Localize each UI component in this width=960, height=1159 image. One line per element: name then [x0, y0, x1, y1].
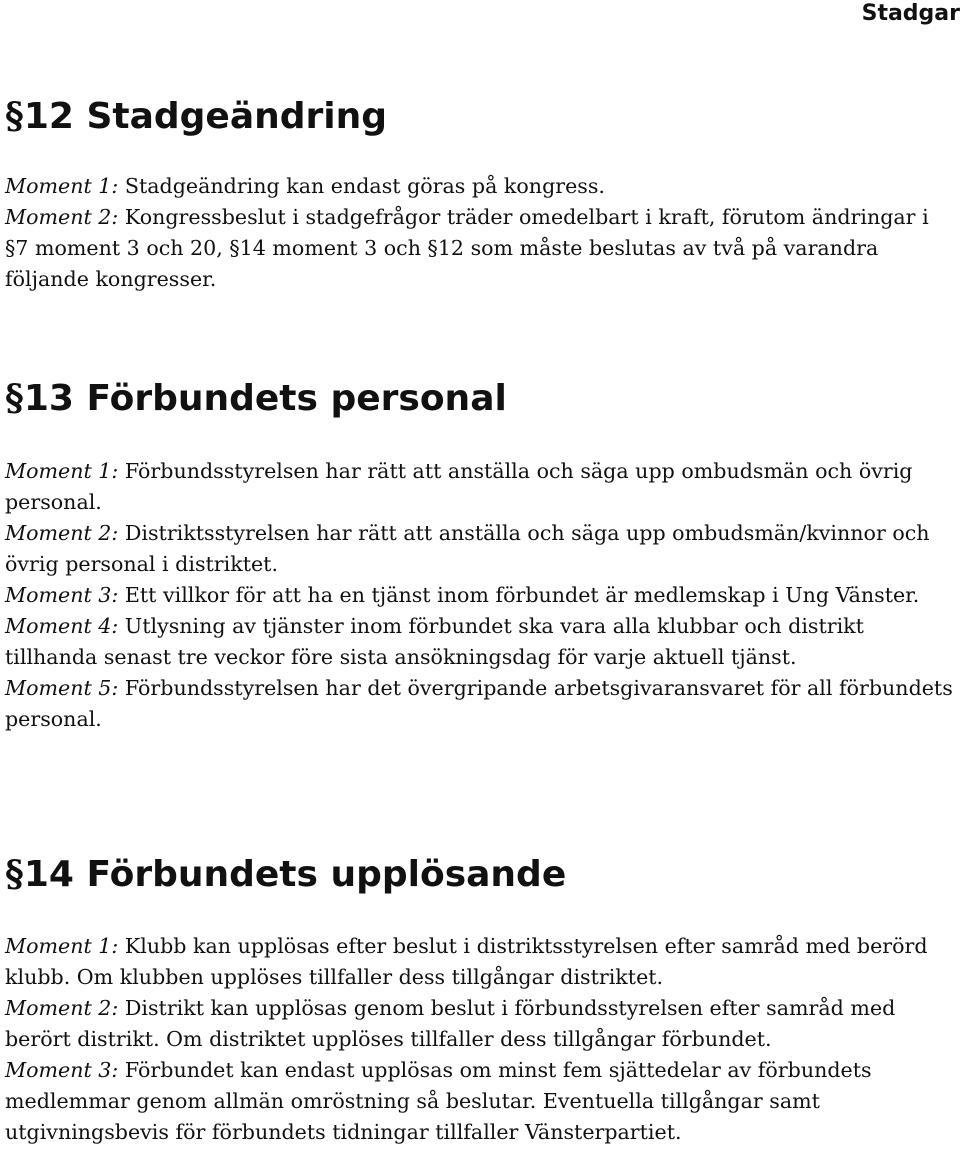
moment-paragraph — [5, 993, 955, 1055]
section-heading — [5, 852, 955, 897]
moment-paragraph — [5, 931, 955, 993]
moment-label: Moment 3: — [5, 583, 119, 607]
moment-text: Stadgeändring kan endast göras på kongress. — [118, 174, 605, 198]
moment-paragraph — [5, 673, 955, 735]
moment-label: Moment 1: — [5, 459, 119, 483]
moment-text: Distrikt kan upplösas genom beslut i förbundsstyrelsen efter samråd med berört distrikt. Om distriktet upplöses tillfaller dess tillgångar förbundet. — [5, 996, 896, 1051]
moment-text: Distriktsstyrelsen har rätt att anställa och säga upp ombudsmän/kvinnor och övrig personal i distriktet. — [5, 521, 930, 576]
moment-text: Förbundet kan endast upplösas om minst fem sjättedelar av förbundets medlemmar genom allmän omröstning så beslutar. Eventuella tillgångar samt utgivningsbevis för förbundets tidningar tillfaller Vänsterpartiet. — [5, 1058, 872, 1144]
moment-label: Moment 1: — [5, 934, 119, 958]
section-12-stadgeandring — [5, 94, 955, 295]
paragraph-sign: § — [5, 853, 24, 895]
section-heading-text: 14 Förbundets upplösande — [23, 854, 567, 895]
section-14-forbundets-upplosande — [5, 852, 955, 1148]
moment-text: Klubb kan upplösas efter beslut i distriktsstyrelsen efter samråd med berörd klubb. Om klubben upplöses tillfaller dess tillgångar distriktet. — [5, 934, 928, 989]
section-heading — [5, 94, 955, 139]
section-heading — [5, 376, 955, 421]
section-heading-text: 12 Stadgeändring — [23, 96, 388, 137]
moment-paragraph — [5, 611, 955, 673]
moment-label: Moment 1: — [5, 174, 119, 198]
moment-list — [5, 171, 955, 295]
moment-paragraph — [5, 171, 955, 202]
section-heading-text: 13 Förbundets personal — [23, 378, 507, 419]
section-13-forbundets-personal — [5, 376, 955, 735]
moment-text: Förbundsstyrelsen har det övergripande arbetsgivaransvaret för all förbundets personal. — [5, 676, 953, 731]
paragraph-sign: § — [5, 377, 24, 419]
moment-label: Moment 5: — [5, 676, 119, 700]
running-header: Stadgar — [861, 1, 960, 26]
moment-text: Ett villkor för att ha en tjänst inom förbundet är medlemskap i Ung Vänster. — [118, 583, 920, 607]
moment-paragraph — [5, 580, 955, 611]
moment-list — [5, 931, 955, 1148]
moment-paragraph — [5, 1055, 955, 1148]
moment-text: Förbundsstyrelsen har rätt att anställa och säga upp ombudsmän och övrig personal. — [5, 459, 913, 514]
moment-label: Moment 4: — [5, 614, 119, 638]
moment-paragraph — [5, 456, 955, 518]
moment-list — [5, 456, 955, 735]
moment-paragraph — [5, 202, 955, 295]
moment-text: Kongressbeslut i stadgefrågor träder omedelbart i kraft, förutom ändringar i §7 moment 3 och 20, §14 moment 3 och §12 som måste beslutas av två på varandra följande kongresser. — [5, 205, 929, 291]
moment-label: Moment 2: — [5, 996, 119, 1020]
moment-label: Moment 2: — [5, 521, 119, 545]
moment-text: Utlysning av tjänster inom förbundet ska vara alla klubbar och distrikt tillhanda senast tre veckor före sista ansökningsdag för varje aktuell tjänst. — [5, 614, 864, 669]
moment-label: Moment 3: — [5, 1058, 119, 1082]
moment-paragraph — [5, 518, 955, 580]
moment-label: Moment 2: — [5, 205, 119, 229]
paragraph-sign: § — [5, 95, 24, 137]
